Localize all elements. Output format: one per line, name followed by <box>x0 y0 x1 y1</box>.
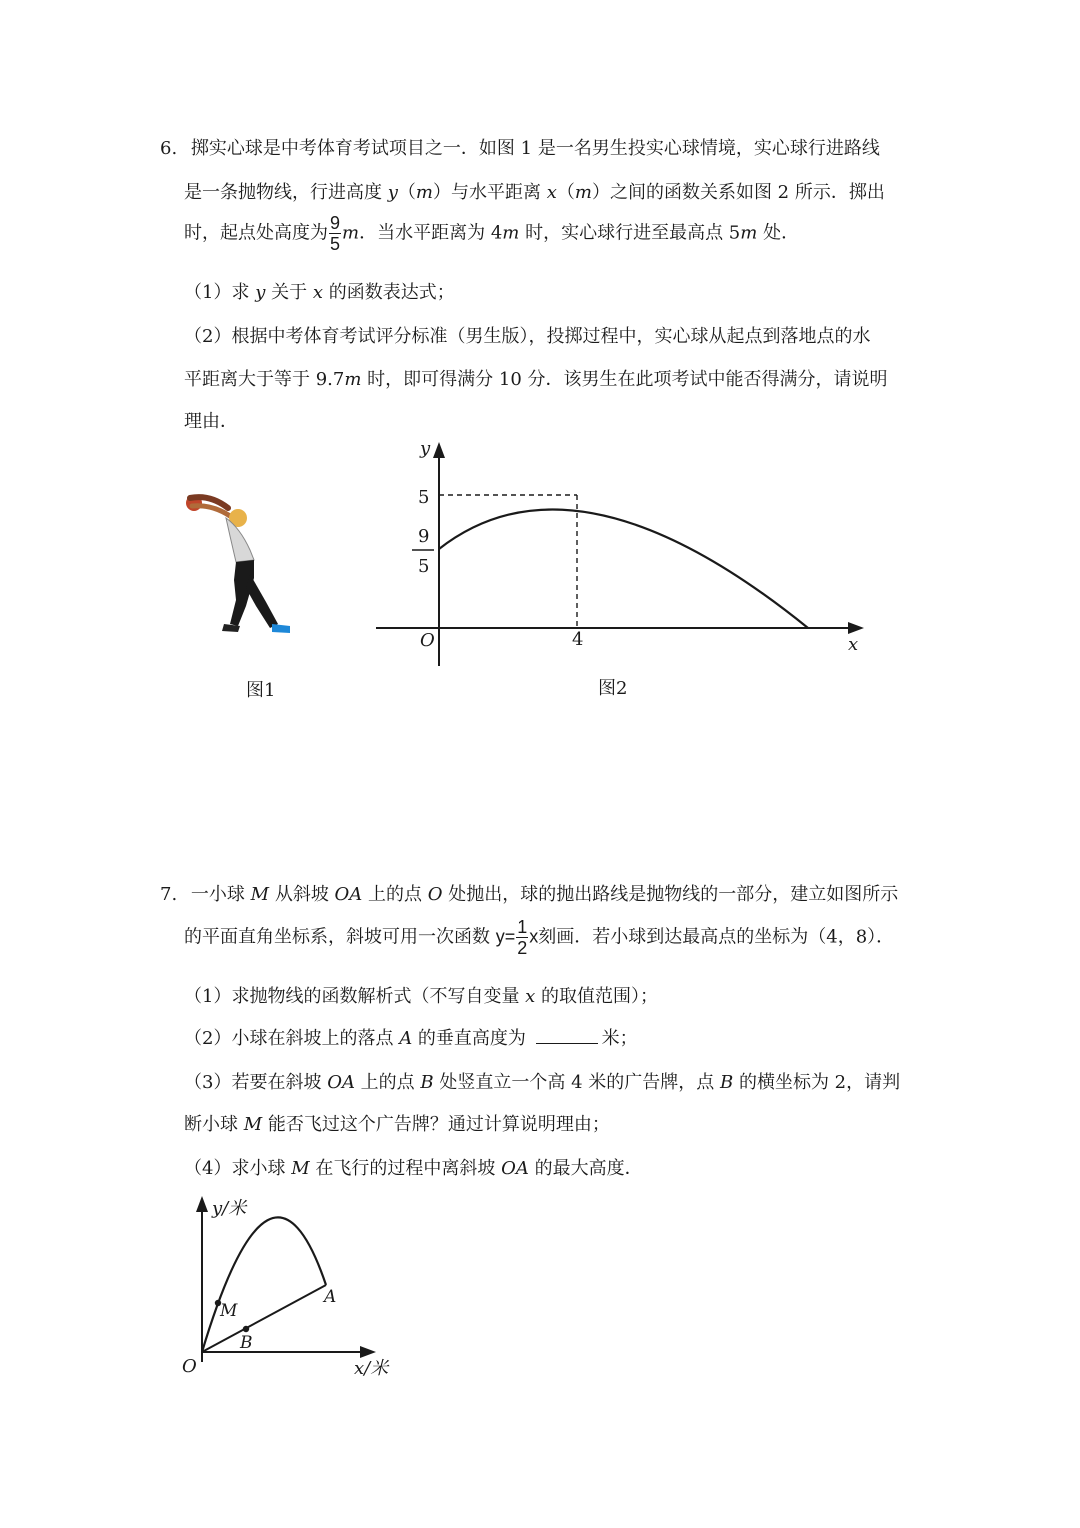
fig2-frac-den: 5 <box>418 556 430 577</box>
fig2-x-label: x <box>848 634 859 655</box>
fig2-parabola-graph <box>370 436 870 672</box>
q7-line-2: 的平面直角坐标系，斜坡可用一次函数 y= $\frac{1}{2}$ x刻画．若小球到达最高点的坐标为（4，8）． <box>184 917 895 958</box>
q7-part-2: （2）小球在斜坡上的落点 A 的垂直高度为 米； <box>184 1028 638 1049</box>
q7-point-a-label: A <box>324 1287 337 1307</box>
q7-x-label: x/米 <box>354 1358 389 1379</box>
q7-part-4: （4）求小球 M 在飞行的过程中离斜坡 OA 的最大高度． <box>184 1158 643 1179</box>
q7-line-1: 7. 一小球 M 从斜坡 OA 上的点 O 处抛出，球的抛出路线是抛物线的一部分，建立如图所示 <box>160 884 899 905</box>
fig2-caption: 图2 <box>598 678 628 699</box>
q6-line-1 <box>160 134 880 160</box>
q7-parabola-curve <box>202 1217 326 1352</box>
fig2-y-arrow-icon <box>433 442 445 458</box>
q7-slope-graph <box>176 1190 406 1386</box>
q7-part-3-line-2: 断小球 M 能否飞过这个广告牌？通过计算说明理由； <box>184 1114 610 1135</box>
answer-blank[interactable] <box>536 1029 598 1044</box>
q7-point-b-dot <box>243 1326 249 1332</box>
fig2-y-label: y <box>420 438 431 459</box>
q6-number: 6. <box>160 138 178 159</box>
fig1-caption: 图1 <box>246 680 276 701</box>
fig2-frac-num: 9 <box>418 526 430 547</box>
q7-y-label: y/米 <box>212 1198 247 1219</box>
fraction-9-5: $\frac{9}{5}$ <box>330 213 341 254</box>
fig2-tick-5: 5 <box>418 487 430 508</box>
q7-part-1: （1）求抛物线的函数解析式（不写自变量 x 的取值范围）； <box>184 986 659 1007</box>
q6-line-3: 时，起点处高度为 $\frac{9}{5}$ m．当水平距离为 4m 时，实心球行进至最高点 5m 处． <box>184 213 800 254</box>
q6-line-2: 是一条抛物线，行进高度 y（m）与水平距离 x（m）之间的函数关系如图 2 所示．掷出 <box>184 182 885 203</box>
q7-point-b-label: B <box>240 1333 253 1353</box>
q7-part-3-line-1: （3）若要在斜坡 OA 上的点 B 处竖直立一个高 4 米的广告牌，点 B 的横坐标为 2，请判 <box>184 1072 901 1093</box>
q7-origin-label: O <box>182 1356 197 1377</box>
q7-point-m-label: M <box>220 1301 238 1321</box>
q7-x-arrow-icon <box>360 1346 376 1358</box>
q6-part-1: （1）求 y 关于 x 的函数表达式； <box>184 282 455 303</box>
q7-number: 7. <box>160 884 178 905</box>
q6-part-2-line-2: 平距离大于等于 9.7m 时，即可得满分 10 分．该男生在此项考试中能否得满分，请说明 <box>184 369 888 390</box>
fraction-1-2: $\frac{1}{2}$ <box>517 917 528 958</box>
fig2-parabola-curve <box>439 509 808 628</box>
fig2-x-arrow-icon <box>848 622 864 634</box>
q7-y-arrow-icon <box>196 1196 208 1212</box>
q6-part-2-line-3: 理由． <box>184 411 238 432</box>
fig1-thrower-figure <box>180 488 300 640</box>
fig2-tick-4: 4 <box>572 629 584 650</box>
q6-part-2-line-1: （2）根据中考体育考试评分标准（男生版），投掷过程中，实心球从起点到落地点的水 <box>184 326 871 347</box>
fig2-origin-label: O <box>420 630 435 651</box>
q6-text-1: 掷实心球是中考体育考试项目之一．如图 1 是一名男生投实心球情境，实心球行进路线 <box>190 138 880 159</box>
